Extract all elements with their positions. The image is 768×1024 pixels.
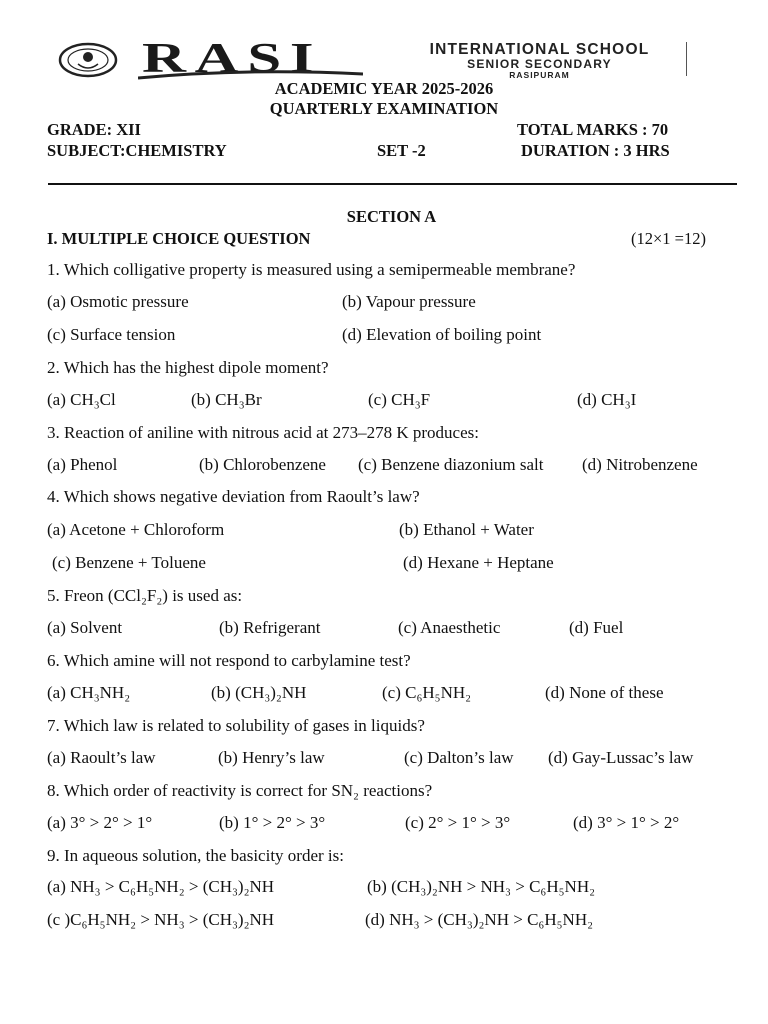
mcq-heading: I. MULTIPLE CHOICE QUESTION bbox=[47, 229, 311, 248]
q7-option-d: (d) Gay-Lussac’s law bbox=[548, 748, 694, 767]
q5-option-d: (d) Fuel bbox=[569, 618, 624, 637]
q9-option-c: (c )C₆H₅NH₂ > NH₃ > (CH₃)₂NH bbox=[47, 910, 275, 929]
question-7: 7. Which law is related to solubility of gases in liquids? bbox=[47, 716, 425, 735]
q4-option-b: (b) Ethanol + Water bbox=[399, 520, 534, 539]
q1-option-a: (a) Osmotic pressure bbox=[47, 292, 189, 311]
question-3: 3. Reaction of aniline with nitrous acid at 273–278 K produces: bbox=[47, 423, 479, 442]
q3-option-a: (a) Phenol bbox=[47, 455, 118, 474]
school-type: SENIOR SECONDARY bbox=[467, 57, 612, 71]
q2-option-c: (c) CH₃F bbox=[368, 390, 431, 409]
school-logo-banner bbox=[58, 36, 698, 82]
school-name: INTERNATIONAL SCHOOL bbox=[429, 41, 650, 58]
q1-option-d: (d) Elevation of boiling point bbox=[342, 325, 542, 344]
q5-option-a: (a) Solvent bbox=[47, 618, 123, 637]
q1-option-b: (b) Vapour pressure bbox=[342, 292, 476, 311]
exam-title: QUARTERLY EXAMINATION bbox=[269, 99, 499, 118]
q6-option-b: (b) (CH₃)₂NH bbox=[211, 683, 307, 702]
q8-option-a: (a) 3° > 2° > 1° bbox=[47, 813, 153, 832]
q4-option-d: (d) Hexane + Heptane bbox=[403, 553, 554, 572]
q5-option-b: (b) Refrigerant bbox=[219, 618, 321, 637]
total-marks-label: TOTAL MARKS : 70 bbox=[517, 120, 669, 139]
q9-option-b: (b) (CH₃)₂NH > NH₃ > C₆H₅NH₂ bbox=[367, 877, 596, 896]
q3-option-b: (b) Chlorobenzene bbox=[199, 455, 326, 474]
section-marks: (12×1 =12) bbox=[631, 229, 706, 248]
subject-label: SUBJECT:CHEMISTRY bbox=[47, 141, 227, 160]
q6-option-d: (d) None of these bbox=[545, 683, 664, 702]
grade-label: GRADE: XII bbox=[47, 120, 141, 139]
section-title: SECTION A bbox=[346, 207, 437, 226]
brand-logo-text: RASI bbox=[142, 36, 323, 82]
question-1: 1. Which colligative property is measured using a semipermeable membrane? bbox=[47, 260, 576, 279]
school-seal-icon bbox=[58, 42, 118, 78]
q7-option-b: (b) Henry’s law bbox=[218, 748, 325, 767]
q5-option-c: (c) Anaesthetic bbox=[398, 618, 501, 637]
question-2: 2. Which has the highest dipole moment? bbox=[47, 358, 329, 377]
question-8: 8. Which order of reactivity is correct for SN₂ reactions? bbox=[47, 781, 433, 800]
q2-option-d: (d) CH₃I bbox=[577, 390, 637, 409]
q7-option-a: (a) Raoult’s law bbox=[47, 748, 156, 767]
header-divider bbox=[48, 183, 737, 185]
q3-option-d: (d) Nitrobenzene bbox=[582, 455, 698, 474]
q2-option-a: (a) CH₃Cl bbox=[47, 390, 116, 409]
logo-divider bbox=[686, 42, 687, 76]
q4-option-a: (a) Acetone + Chloroform bbox=[47, 520, 225, 539]
set-label: SET -2 bbox=[377, 141, 426, 160]
school-location: RASIPURAM bbox=[509, 70, 570, 80]
question-4: 4. Which shows negative deviation from Raoult’s law? bbox=[47, 487, 420, 506]
q8-option-d: (d) 3° > 1° > 2° bbox=[573, 813, 680, 832]
q6-option-c: (c) C₆H₅NH₂ bbox=[382, 683, 472, 702]
question-6: 6. Which amine will not respond to carbylamine test? bbox=[47, 651, 411, 670]
q8-option-b: (b) 1° > 2° > 3° bbox=[219, 813, 326, 832]
q8-option-c: (c) 2° > 1° > 3° bbox=[405, 813, 511, 832]
question-9: 9. In aqueous solution, the basicity order is: bbox=[47, 846, 344, 865]
school-name-block bbox=[392, 42, 687, 80]
duration-label: DURATION : 3 HRS bbox=[521, 141, 670, 160]
q9-option-d: (d) NH₃ > (CH₃)₂NH > C₆H₅NH₂ bbox=[365, 910, 594, 929]
q3-option-c: (c) Benzene diazonium salt bbox=[358, 455, 544, 474]
q4-option-c: (c) Benzene + Toluene bbox=[52, 553, 206, 572]
academic-year: ACADEMIC YEAR 2025-2026 bbox=[274, 79, 494, 98]
question-5: 5. Freon (CCl₂F₂) is used as: bbox=[47, 586, 243, 605]
q9-option-a: (a) NH₃ > C₆H₅NH₂ > (CH₃)₂NH bbox=[47, 877, 275, 896]
q6-option-a: (a) CH₃NH₂ bbox=[47, 683, 131, 702]
q7-option-c: (c) Dalton’s law bbox=[404, 748, 514, 767]
q1-option-c: (c) Surface tension bbox=[47, 325, 176, 344]
q2-option-b: (b) CH₃Br bbox=[191, 390, 262, 409]
